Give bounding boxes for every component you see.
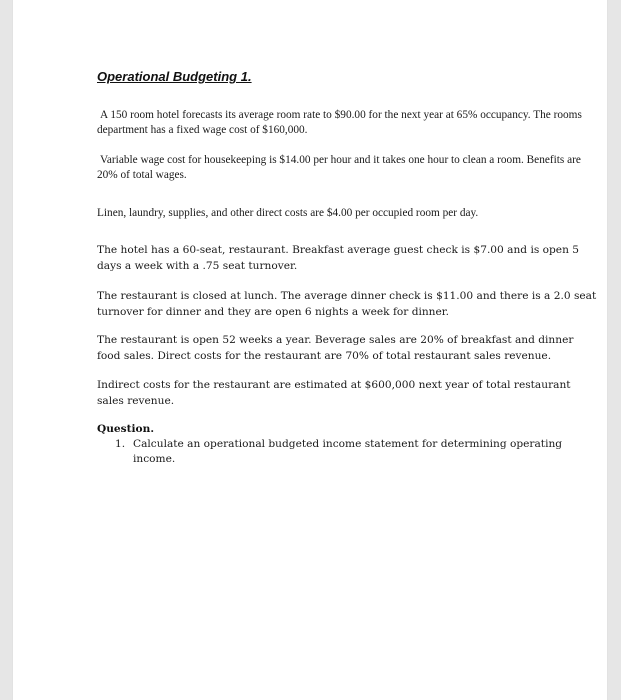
question-number: 1. xyxy=(115,438,126,450)
paragraph-indirect-costs: Indirect costs for the restaurant are estimated at $600,000 next year of total restaurant sales revenue. xyxy=(97,379,571,407)
list-item xyxy=(97,437,607,467)
question-list xyxy=(97,437,607,467)
paragraph-room-forecast: A 150 room hotel forecasts its average room rate to $90.00 for the next year at 65% occupancy. The rooms department has a fixed wage cost of $160,000. xyxy=(97,109,582,136)
question-text: Calculate an operational budgeted income statement for determining operating income. xyxy=(133,438,563,465)
document-page xyxy=(13,0,607,700)
question-label: Question. xyxy=(97,423,155,435)
document-title: Operational Budgeting 1. xyxy=(97,69,252,84)
paragraph-restaurant-beverage: The restaurant is open 52 weeks a year. Beverage sales are 20% of breakfast and dinner food sales. Direct costs for the restaurant are 70% of total restaurant sales revenue. xyxy=(97,334,574,362)
paragraph-housekeeping-wages: Variable wage cost for housekeeping is $14.00 per hour and it takes one hour to clean a room. Benefits are 20% of total wages. xyxy=(97,154,581,181)
paragraph-restaurant-dinner: The restaurant is closed at lunch. The average dinner check is $11.00 and there is a 2.0 seat turnover for dinner and they are open 6 nights a week for dinner. xyxy=(97,290,597,318)
paragraph-restaurant-breakfast: The hotel has a 60-seat, restaurant. Breakfast average guest check is $7.00 and is open 5 days a week with a .75 seat turnover. xyxy=(97,244,579,272)
paragraph-direct-costs: Linen, laundry, supplies, and other direct costs are $4.00 per occupied room per day. xyxy=(97,207,479,219)
